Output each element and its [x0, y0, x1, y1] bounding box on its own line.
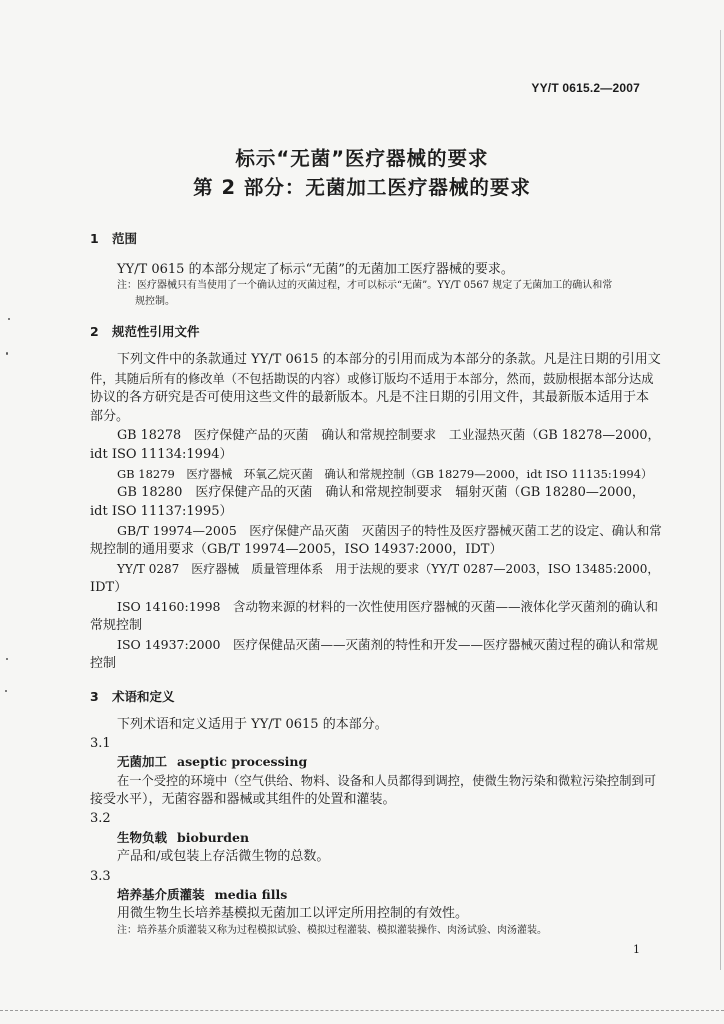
reference-line: ISO 14937:2000 医疗保健品灭菌——灭菌剂的特性和开发——医疗器械灭菌过程的确认和常规 [117, 637, 659, 652]
clause-number: 3.2 [90, 811, 111, 826]
section-number: 2 [90, 324, 99, 339]
term-chinese: 无菌加工 [117, 754, 168, 769]
term-entry [117, 829, 658, 847]
definition-line: 接受水平），无菌容器和器械或其组件的处置和灌装。 [90, 792, 396, 807]
section-1-heading [90, 230, 658, 248]
reference-line: GB 18278 医疗保健产品的灭菌 确认和常规控制要求 工业湿热灭菌（GB 18278—2000， [117, 428, 661, 443]
reference-line: 控制 [90, 656, 117, 671]
reference-line: IDT） [90, 580, 128, 595]
reference-line: GB/T 19974—2005 医疗保健产品灭菌 灭菌因子的特性及医疗器械灭菌工艺的设定、确认和常 [117, 523, 662, 538]
clause-number: 3.1 [90, 736, 111, 751]
term-note: 注：培养基介质灌装又称为过程模拟试验、模拟过程灌装、模拟灌装操作、肉汤试验、肉汤灌装。 [117, 925, 547, 936]
term-chinese: 生物负载 [117, 830, 168, 845]
reference-line: ISO 14160:1998 含动物来源的材料的一次性使用医疗器械的灭菌——液体化学灭菌剂的确认和 [117, 599, 659, 614]
term-english: aseptic processing [177, 754, 308, 769]
scope-text: YY/T 0615 的本部分规定了标示“无菌”的无菌加工医疗器械的要求。 [117, 262, 514, 277]
section-title: 规范性引用文件 [112, 324, 200, 339]
definition-line: 产品和/或包装上存活微生物的总数。 [117, 849, 330, 864]
terms-intro: 下列术语和定义适用于 YY/T 0615 的本部分。 [117, 717, 388, 732]
reference-line: idt ISO 11137:1995） [90, 504, 233, 519]
section-number: 3 [90, 689, 99, 704]
section-2-heading [90, 323, 658, 341]
scope-note-line1: 注：医疗器械只有当使用了一个确认过的灭菌过程，才可以标示“无菌”。YY/T 0567 规定了无菌加工的确认和常 [117, 280, 613, 291]
scan-bottom-edge [0, 1010, 724, 1012]
reference-line: GB 18279 医疗器械 环氧乙烷灭菌 确认和常规控制（GB 18279—2000，idt ISO 11135:1994） [117, 467, 653, 481]
reference-line: idt ISO 11134:1994） [90, 447, 233, 462]
term-entry [117, 753, 658, 771]
definition-line: 在一个受控的环境中（空气供给、物料、设备和人员都得到调控，使微生物污染和微粒污染控制到可 [117, 774, 656, 788]
reference-line: 规控制的通用要求（GB/T 19974—2005，ISO 14937:2000，IDT） [90, 542, 503, 557]
term-english: media fills [214, 887, 288, 902]
document-title-line2: 第 2 部分：无菌加工医疗器械的要求 [193, 176, 531, 199]
section-3-heading [90, 688, 658, 706]
term-english: bioburden [177, 830, 250, 845]
standard-number: YY/T 0615.2—2007 [531, 81, 640, 95]
definition-line: 用微生物生长培养基模拟无菌加工以评定所用控制的有效性。 [117, 906, 469, 921]
paragraph-line: 协议的各方研究是否可使用这些文件的最新版本。凡是不注日期的引用文件，其最新版本适用于本 [90, 390, 650, 405]
page-number: 1 [633, 943, 640, 956]
reference-line: 常规控制 [90, 618, 143, 633]
clause-number: 3.3 [90, 869, 111, 884]
reference-line: YY/T 0287 医疗器械 质量管理体系 用于法规的要求（YY/T 0287—2003，ISO 13485:2000， [117, 562, 660, 576]
section-title: 范围 [112, 231, 138, 246]
term-chinese: 培养基介质灌装 [117, 887, 205, 902]
section-title: 术语和定义 [112, 689, 175, 704]
scope-note-line2: 规控制。 [135, 296, 175, 307]
reference-line: GB 18280 医疗保健产品的灭菌 确认和常规控制要求 辐射灭菌（GB 18280—2000， [117, 485, 645, 500]
paragraph-line: 下列文件中的条款通过 YY/T 0615 的本部分的引用而成为本部分的条款。凡是注日期的引用文 [117, 352, 661, 367]
paragraph-line: 部分。 [90, 409, 130, 424]
section-number: 1 [90, 231, 99, 246]
term-entry [117, 886, 658, 904]
scan-edge [720, 30, 721, 970]
document-title-line1: 标示“无菌”医疗器械的要求 [235, 147, 489, 170]
paragraph-line: 件，其随后所有的修改单（不包括勘误的内容）或修订版均不适用于本部分，然而，鼓励根据本部分达成 [90, 372, 654, 386]
